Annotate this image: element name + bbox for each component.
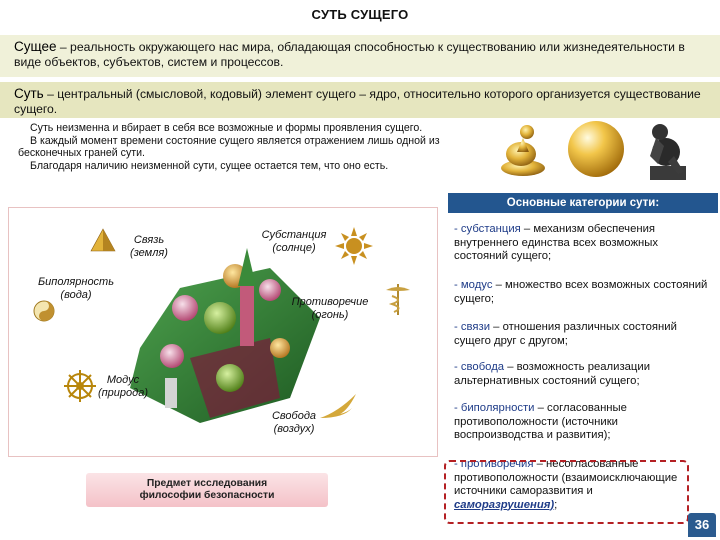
definition-sushchee: [0, 35, 720, 77]
label-bipolar: [30, 276, 122, 302]
freedom-sublabel: (воздух): [273, 423, 315, 435]
subject-line: Предмет исследования: [146, 478, 268, 489]
page-title: СУТЬ СУЩЕГО: [311, 7, 409, 22]
svyaz-label: Связь: [133, 234, 165, 246]
wing-icon: [318, 392, 358, 422]
modus-sublabel: (природа): [97, 387, 149, 399]
bipolar-sublabel: (вода): [60, 289, 92, 301]
substance-label: Субстанция: [261, 229, 327, 241]
definition-sut: [0, 82, 720, 118]
category-item: [454, 279, 709, 306]
contradiction-sublabel: (огонь): [311, 309, 349, 321]
category-text: – множество всех возможных состояний сущего;: [454, 279, 708, 305]
label-contradiction: [282, 296, 378, 322]
label-svyaz: [112, 234, 186, 260]
term-sushchee: Сущее: [14, 39, 57, 54]
category-item: [454, 361, 709, 388]
category-item: [454, 402, 709, 443]
sun-icon: [334, 226, 374, 266]
category-key-emphasis: саморазрушения): [454, 498, 555, 511]
category-text: – несогласованные противоположности (взаимоисключающие источники саморазвития и: [454, 458, 678, 497]
category-key: - противоречия: [454, 458, 534, 470]
freedom-label: Свобода: [271, 410, 317, 422]
term-sut: Суть: [14, 86, 44, 101]
thinker-statue-image: [636, 116, 696, 182]
modus-label: Модус: [106, 374, 140, 386]
substance-sublabel: (солнце): [272, 242, 316, 254]
essence-paragraph: [18, 122, 448, 173]
category-text-end: ;: [554, 498, 558, 511]
paragraph-line: В каждый момент времени состояние сущего является отражением лишь одной из бесконечных граней сути.: [18, 134, 440, 160]
category-key: - биполярности: [454, 402, 535, 414]
category-text: – механизм обеспечения внутреннего единства всех возможных состояний сущего;: [454, 223, 659, 262]
subject-box: [86, 473, 328, 507]
category-text: – согласованные противоположности (источники воспроизводства и развития);: [454, 402, 627, 441]
dharma-wheel-icon: [62, 368, 98, 404]
definition-sut-text: – центральный (смысловой, кодовый) элемент сущего – ядро, относительно которого организуется существование сущего.: [14, 87, 701, 116]
category-key: - свобода: [454, 361, 505, 373]
golden-sphere-image: [565, 118, 627, 180]
paragraph-line: Благодаря наличию неизменной сути, сущее остается тем, что оно есть.: [30, 160, 389, 173]
pyramid-icon: [90, 228, 116, 252]
category-key: - модус: [454, 279, 493, 291]
caduceus-icon: [384, 282, 412, 316]
golden-figure-image: [493, 118, 553, 178]
category-text: – возможность реализации альтернативных состояний сущего;: [454, 361, 651, 387]
category-item: [454, 321, 709, 348]
subject-line: философии безопасности: [139, 490, 275, 501]
yin-yang-icon: [33, 300, 55, 322]
category-text: – отношения различных состояний сущего друг с другом;: [454, 321, 677, 347]
categories-header: Основные категории сути:: [448, 193, 718, 213]
paragraph-line: Суть неизменна и вбирает в себя все возможные и формы проявления сущего.: [30, 122, 423, 134]
category-key: - связи: [454, 321, 491, 333]
category-item: [454, 223, 709, 264]
label-substance: [248, 229, 340, 255]
contradiction-label: Противоречие: [291, 296, 369, 308]
bipolar-label: Биполярность: [37, 276, 115, 288]
category-key: - субстанция: [454, 223, 521, 235]
highlight-frame: [444, 460, 689, 524]
svyaz-sublabel: (земля): [130, 247, 168, 259]
definition-sushchee-text: – реальность окружающего нас мира, обладающая способностью к существованию или жизнедеятельности в виде объектов, субъектов, систем и процессов.: [14, 40, 685, 69]
page-number: 36: [688, 513, 716, 537]
label-modus: [88, 374, 158, 400]
